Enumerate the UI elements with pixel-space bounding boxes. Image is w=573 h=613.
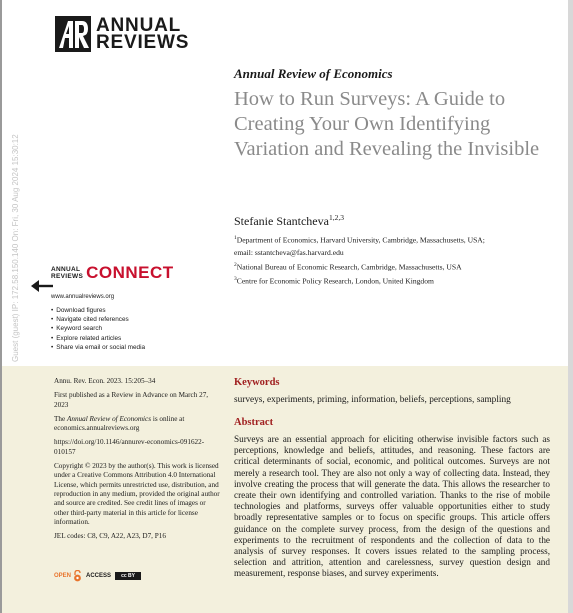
affiliation-3: $^3$Centre for Economic Policy Research, London, United Kingdom [234,276,434,286]
journal-name: Annual Review of Economics [234,66,393,81]
watermark-text: Guest (guest) IP: 172.58.150.140 On: Fri, 30 Aug 2024 15:30:12 [11,134,20,362]
article-metadata [54,377,222,546]
open-access-badge [54,570,141,582]
cc-by-license-icon: cc BY [115,572,141,580]
oa-open-label: OPEN [54,573,72,579]
connect-header [51,263,174,283]
list-item: • Download figures [51,306,145,315]
viewer-scrollbar[interactable] [568,0,573,613]
online-notice: The Annual Review of Economics is online at economics.annualreviews.org [54,414,185,433]
connect-small-label: ANNUAL REVIEWS [51,266,84,280]
abstract-heading: Abstract [234,417,274,428]
list-item: • Keyword search [51,324,145,333]
connect-title: CONNECT [86,263,174,282]
logo-wordmark [96,17,189,51]
connect-feature-list [51,306,145,352]
first-published: First published as a Review in Advance on March 27, 2023 [54,391,209,409]
download-watermark [2,92,20,362]
logo-line-reviews: REVIEWS [96,32,190,53]
article-title: How to Run Surveys: A Guide to Creating Your Own Identifying Variation and Revealing the Invisible [234,88,540,160]
open-lock-icon [73,570,82,582]
jel-codes: JEL codes: C8, C9, A22, A23, D7, P16 [54,532,166,541]
abstract-text: Surveys are an essential approach for eliciting otherwise invisible factors such as perceptions, knowledge and beliefs, attitudes, and reasoning. These factors are critical determinants of social, economic, and political outcomes. Surveys are not merely a research tool. They are also not only a way of collecting data. Instead, they involve creating the process that will generate the data. This allows the researcher to create their own identifying and controlled variation. Thanks to the rise of mobile technologies and platforms, surveys offer valuable opportunities either to study broadly representative samples or to focus on specific groups. This article offers guidance on the complete survey process, from the design of the questions and experiments to the recruitment of respondents and the collection of data to the analysis of survey responses. It covers issues related to the sampling process, selection and attrition, attention and carelessness, survey question design and measurement, response biases, and survey experiments. [234,434,550,579]
affiliations [234,233,554,289]
oa-access-label: ACCESS [86,573,112,579]
annual-reviews-logo[interactable] [55,16,189,52]
copyright-notice: Copyright © 2023 by the author(s). This work is licensed under a Creative Commons Attribution 4.0 International License, which permits unrestricted use, distribution, and reproduction in any medium, provided the original author and source are credited. See credit lines of images or other third-party material in this article for license information. [54,462,220,526]
annual-reviews-connect-box[interactable] [31,263,191,360]
connect-url[interactable]: www.annualreviews.org [51,294,115,300]
keywords-text: surveys, experiments, priming, information, beliefs, perceptions, sampling [234,395,511,405]
affiliation-email[interactable]: email: sstantcheva@fas.harvard.edu [234,247,344,257]
ar-logo-mark-icon [55,16,91,52]
author-name: Stefanie Stantcheva [234,214,329,228]
citation: Annu. Rev. Econ. 2023. 15:205–34 [54,377,156,385]
arrow-left-icon [31,280,53,292]
author-affil-sup: 1,2,3 [328,213,344,222]
list-item: • Share via email or social media [51,343,145,352]
doi-link[interactable]: https://doi.org/10.1146/annurev-economics-091622-010157 [54,438,205,456]
list-item: • Explore related articles [51,334,145,343]
author-line [234,213,344,229]
affiliation-1: $^1$Department of Economics, Harvard University, Cambridge, Massachusetts, USA; [234,235,485,245]
logo-line-annual: ANNUAL [96,15,182,36]
affiliation-2: $^2$National Bureau of Economic Research, Cambridge, Massachusetts, USA [234,261,462,272]
list-item: • Navigate cited references [51,315,145,324]
keywords-heading: Keywords [234,377,280,388]
